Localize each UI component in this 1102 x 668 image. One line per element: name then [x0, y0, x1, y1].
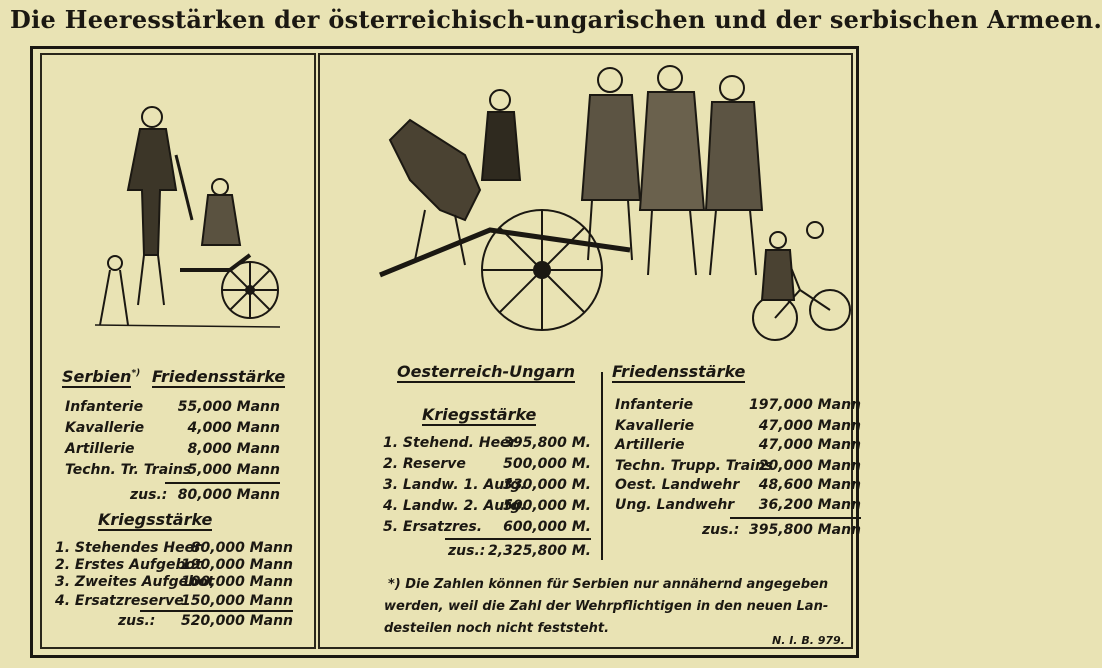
row-value: 55,000 Mann: [177, 399, 280, 415]
row-value: 330,000 M.: [503, 477, 591, 493]
austrian-troops-illustration: [370, 60, 860, 350]
total-label: zus.:: [702, 522, 740, 538]
row-value: 197,000 Mann: [749, 397, 861, 413]
row-label: 5. Ersatzres.: [383, 519, 483, 535]
row-label: Oest. Landwehr: [615, 477, 740, 493]
row-value: 100,000 Mann: [181, 574, 293, 590]
page-title: Die Heeresstärken der österreichisch-ungarischen und der serbischen Armeen.: [10, 5, 1102, 34]
total-label: zus.:: [448, 543, 486, 559]
row-label: Infanterie: [615, 397, 694, 413]
total-label: zus.:: [130, 487, 168, 503]
austria-war-sum-line: [445, 538, 591, 540]
row-label: Kavallerie: [65, 420, 145, 436]
austria-header: Oesterreich-Ungarn: [397, 362, 576, 381]
total-value: 80,000 Mann: [177, 487, 280, 503]
row-label: 1. Stehend. Heer: [383, 435, 517, 451]
total-value: 2,325,800 M.: [488, 543, 591, 559]
row-value: 395,800 M.: [503, 435, 591, 451]
row-label: 4. Ersatzreserve: [55, 593, 184, 609]
austria-peace-sum-line: [730, 517, 861, 519]
row-label: Ung. Landwehr: [615, 497, 735, 513]
footnote-line: werden, weil die Zahl der Wehrpflichtigen in den neuen Lan-: [384, 599, 829, 614]
row-label: Artillerie: [65, 441, 135, 457]
row-label: Techn. Tr. Trains: [65, 462, 192, 478]
serbia-country-label: Serbien: [62, 367, 132, 386]
row-value: 47,000 Mann: [758, 418, 861, 434]
row-label: Kavallerie: [615, 418, 695, 434]
row-label: 3. Landw. 1. Aufg.: [383, 477, 526, 493]
row-value: 4,000 Mann: [187, 420, 280, 436]
total-value: 520,000 Mann: [181, 613, 293, 629]
row-value: 36,200 Mann: [758, 497, 861, 513]
serbia-footnote-marker: *): [131, 368, 141, 379]
row-value: 500,000 M.: [503, 498, 591, 514]
row-label: 2. Erstes Aufgebot: [55, 557, 202, 573]
serbia-peace-sum-line: [165, 482, 280, 484]
row-value: 190,000 Mann: [181, 557, 293, 573]
row-label: Techn. Trupp. Trains: [615, 458, 774, 474]
column-divider: [601, 372, 603, 560]
row-label: 3. Zweites Aufgebot: [55, 574, 215, 590]
row-value: 150,000 Mann: [181, 593, 293, 609]
serbia-war-sum-line: [140, 610, 293, 612]
row-value: 80,000 Mann: [190, 540, 293, 556]
footnote-line: desteilen noch nicht feststeht.: [384, 621, 610, 636]
total-label: zus.:: [118, 613, 156, 629]
serbia-war-header: Kriegsstärke: [98, 510, 213, 529]
row-label: Artillerie: [615, 437, 685, 453]
row-value: 600,000 M.: [503, 519, 591, 535]
row-value: 48,600 Mann: [758, 477, 861, 493]
serbian-troops-illustration: [80, 95, 290, 345]
austria-peace-header: Friedensstärke: [612, 362, 746, 381]
row-label: 4. Landw. 2. Aufg.: [383, 498, 526, 514]
footnote-line: *) Die Zahlen können für Serbien nur annähernd angegeben: [388, 577, 829, 592]
row-value: 500,000 M.: [503, 456, 591, 472]
signature: N. I. B. 979.: [772, 634, 845, 647]
row-value: 20,000 Mann: [758, 458, 861, 474]
serbia-header: [62, 367, 287, 386]
row-label: 2. Reserve: [383, 456, 466, 472]
total-value: 395,800 Mann: [749, 522, 861, 538]
row-value: 47,000 Mann: [758, 437, 861, 453]
row-value: 8,000 Mann: [187, 441, 280, 457]
austria-war-header: Kriegsstärke: [422, 405, 537, 424]
row-label: 1. Stehendes Heer: [55, 540, 201, 556]
row-label: Infanterie: [65, 399, 144, 415]
serbia-peace-header: Friedensstärke: [151, 367, 286, 386]
row-value: 5,000 Mann: [187, 462, 280, 478]
